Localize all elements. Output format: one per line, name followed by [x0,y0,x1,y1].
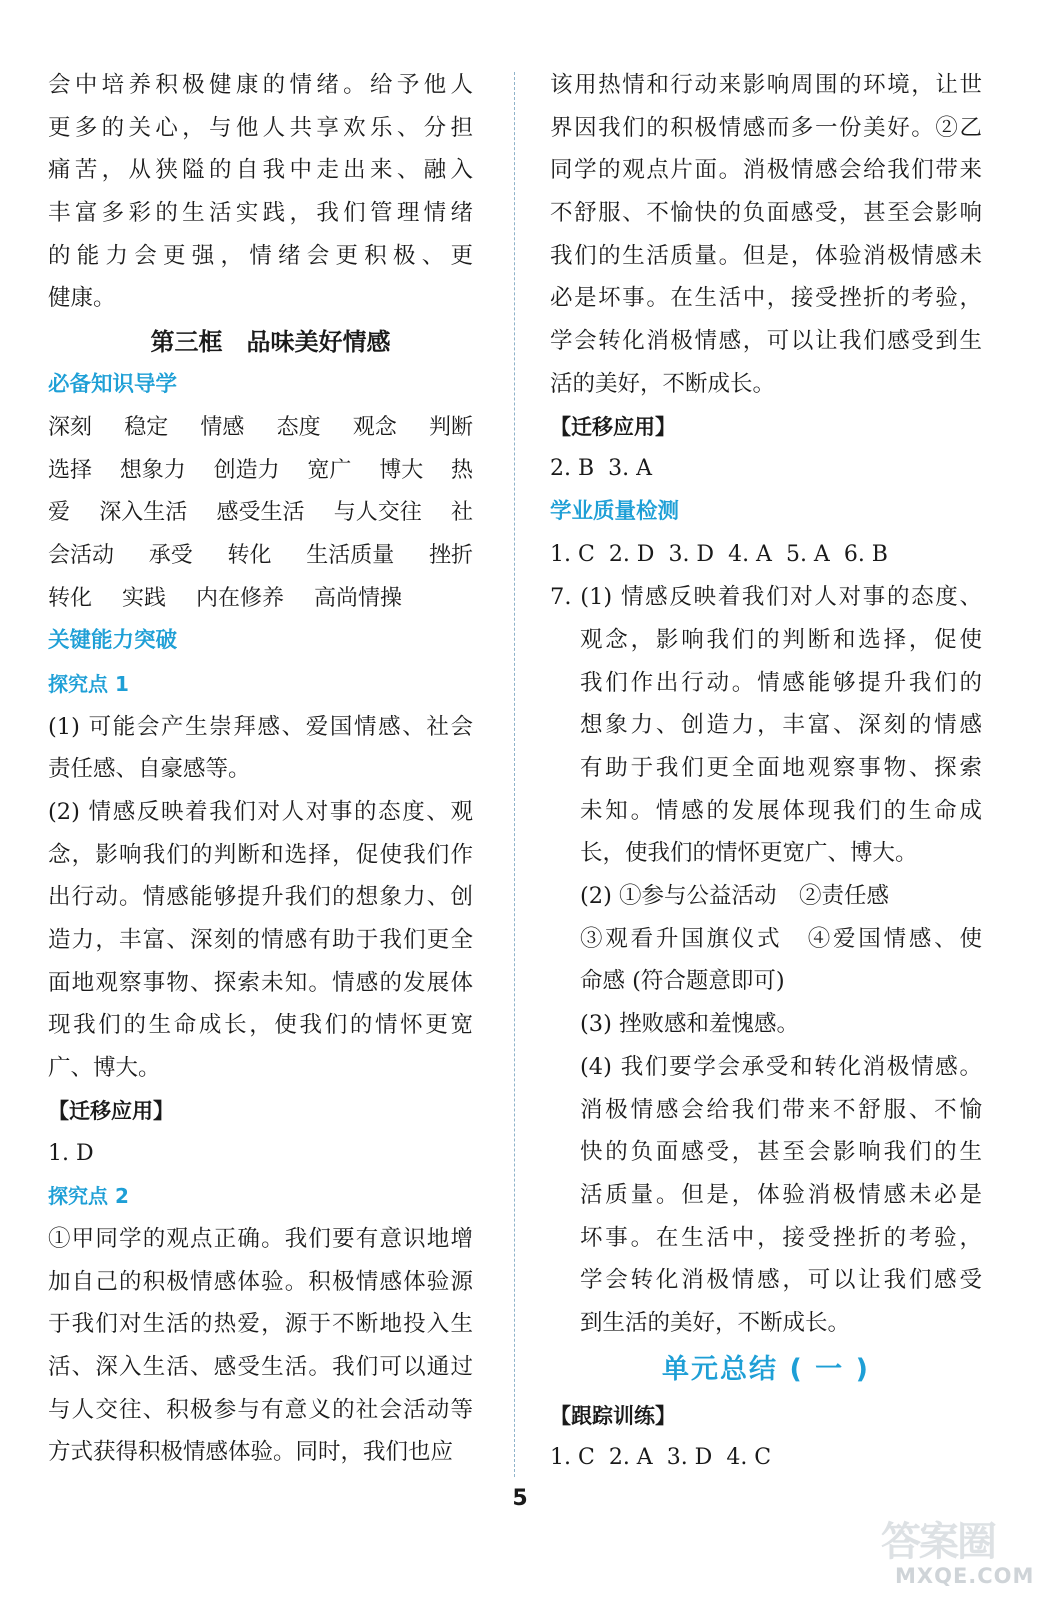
text-line: (4) 我们要学会承受和转化消极情感。 [580,1053,982,1080]
term: 转化 [48,585,93,611]
term: 实践 [122,585,167,611]
text-line: 方式获得积极情感体验。同时，我们也应 [48,1439,454,1466]
term: 承受 [148,542,193,568]
quality-answers [550,534,982,577]
text-line: 面地观察事物、探索未知。情感的发展体 [48,969,473,996]
answer-item: 2. A [608,1445,653,1471]
text-line: 活质量。但是，体验消极情感未必是 [580,1181,982,1208]
answer-item: 5. A [785,541,830,567]
term: 爱 [48,500,71,526]
text-line: 7. (1) 情感反映着我们对人对事的态度、 [550,584,982,611]
answer-item: 4. C [726,1445,772,1471]
point1-heading: 探究点 1 [48,671,129,696]
term: 情感 [200,414,245,440]
tracking-answers [550,1437,982,1480]
term: 热 [450,457,473,483]
knowledge-heading: 必备知识导学 [48,372,178,398]
text-line: 我们作出行动。情感能够提升我们的 [580,669,982,696]
text-line: 出行动。情感能够提升我们的想象力、创 [48,884,473,911]
text-line: 想象力、创造力，丰富、深刻的情感 [580,712,982,739]
term: 选择 [48,457,93,483]
point2-heading: 探究点 2 [48,1184,129,1209]
text-line: 同学的观点片面。消极情感会给我们带来 [550,157,982,184]
text-line: ①甲同学的观点正确。我们要有意识地增 [48,1225,473,1252]
text-line: (1) 可能会产生崇拜感、爱国情感、社会 [48,713,473,740]
term: 创造力 [213,457,280,483]
text-line: 命感 (符合题意即可) [580,968,785,995]
text-line: 到生活的美好，不断成长。 [580,1309,851,1336]
right-column [550,64,982,1480]
answer-item: 3. A [608,456,653,482]
tracking-heading: 【跟踪训练】 [550,1402,676,1428]
ability-heading: 关键能力突破 [48,628,178,654]
terms-row [48,407,473,450]
text-line: 健康。 [48,285,116,312]
term: 挫折 [428,542,473,568]
text-line: 快的负面感受，甚至会影响我们的生 [580,1139,982,1166]
answer-item: 1. C [550,541,595,567]
question-7-answer [550,576,982,1344]
text-line: 有助于我们更全面地观察事物、探索 [580,755,982,781]
text-line: 坏事。在生活中，接受挫折的考验， [580,1224,982,1251]
knowledge-terms [48,407,473,620]
text-line: 必是坏事。在生活中，接受挫折的考验， [550,285,982,312]
quality-heading: 学业质量检测 [550,498,680,524]
term: 深刻 [48,414,93,440]
watermark-logo-text: 答案圈 [881,1519,995,1565]
answer-item: 4. A [728,541,772,567]
term: 博大 [379,457,424,483]
text-line: 未知。情感的发展体现我们的生命成 [580,797,982,824]
term: 感受生活 [216,500,305,526]
text-line: 与人交往、积极参与有意义的社会活动等 [48,1396,473,1423]
text-line: 加自己的积极情感体验。积极情感体验源 [48,1268,473,1295]
term: 高尚情操 [314,585,403,611]
term: 内在修养 [196,585,285,611]
term: 宽广 [307,457,352,483]
term: 想象力 [119,457,186,483]
text-line: 广、博大。 [48,1055,161,1082]
text-line: 更多的关心，与他人共享欢乐、分担 [48,114,473,141]
answer-item: 3. D [666,1445,713,1471]
answer-item: 3. D [668,541,715,567]
transfer-heading-2: 【迁移应用】 [550,413,676,439]
text-line: (2) ①参与公益活动 ②责任感 [580,883,890,910]
text-line: 消极情感会给我们带来不舒服、不愉 [580,1096,982,1123]
text-line: 界因我们的积极情感而多一份美好。②乙 [550,114,982,141]
terms-row [48,492,473,535]
term: 深入生活 [99,500,188,526]
term: 观念 [352,414,397,440]
answer-item: 2. B [550,456,595,482]
watermark-site-text: MXQE.COM [895,1564,1035,1588]
left-column [48,64,473,1474]
point2-body [48,1218,473,1474]
terms-row [48,450,473,493]
term: 稳定 [124,414,169,440]
frame-title: 第三框 品味美好情感 [150,328,391,357]
answer-item: 1. C [550,1445,595,1471]
terms-row [48,535,473,578]
text-line: 的能力会更强，情绪会更积极、更 [48,242,473,269]
terms-row [48,578,473,621]
text-line: 念，影响我们的判断和选择，促使我们作 [48,841,473,868]
page-number: 5 [512,1486,528,1511]
unit-title: 单元总结 ( 一 ) [662,1353,870,1385]
text-line: 活的美好，不断成长。 [550,370,776,397]
point1-body [48,706,473,1090]
term: 与人交往 [333,500,422,526]
text-line: ③观看升国旗仪式 ④爱国情感、使 [580,925,982,952]
text-line: (2) 情感反映着我们对人对事的态度、观 [48,799,473,825]
term: 会活动 [48,542,115,568]
text-line: 长，使我们的情怀更宽广、博大。 [580,840,918,867]
text-line: 会中培养积极健康的情绪。给予他人 [48,72,473,98]
transfer-answers-1: 1. D [48,1140,94,1166]
watermark-logo [873,1508,1043,1588]
continued-paragraph [550,64,982,406]
intro-paragraph [48,64,473,320]
text-line: 痛苦，从狭隘的自我中走出来、融入 [48,157,473,184]
text-line: 造力，丰富、深刻的情感有助于我们更全 [48,927,473,954]
answer-item: 2. D [608,541,655,567]
text-line: 活、深入生活、感受生活。我们可以通过 [48,1353,473,1380]
text-line: (3) 挫败感和羞愧感。 [580,1011,800,1038]
text-line: 我们的生活质量。但是，体验消极情感未 [550,242,982,269]
text-line: 学会转化消极情感，可以让我们感受 [580,1267,982,1294]
text-line: 学会转化消极情感，可以让我们感受到生 [550,328,982,355]
text-line: 丰富多彩的生活实践，我们管理情绪 [48,200,473,227]
term: 社 [450,500,473,526]
term: 判断 [428,414,473,440]
transfer-answers-2 [550,448,982,491]
text-line: 责任感、自豪感等。 [48,756,251,783]
text-line: 观念，影响我们的判断和选择，促使 [580,626,982,653]
term: 生活质量 [306,542,395,568]
text-line: 于我们对生活的热爱，源于不断地投入生 [48,1311,473,1338]
text-line: 该用热情和行动来影响周围的环境，让世 [550,72,982,98]
term: 态度 [276,414,321,440]
text-line: 不舒服、不愉快的负面感受，甚至会影响 [550,200,982,227]
column-divider [514,72,515,1477]
term: 转化 [227,542,272,568]
transfer-heading-1: 【迁移应用】 [48,1097,174,1123]
text-line: 现我们的生命成长，使我们的情怀更宽 [48,1012,473,1039]
answer-item: 6. B [843,541,888,567]
